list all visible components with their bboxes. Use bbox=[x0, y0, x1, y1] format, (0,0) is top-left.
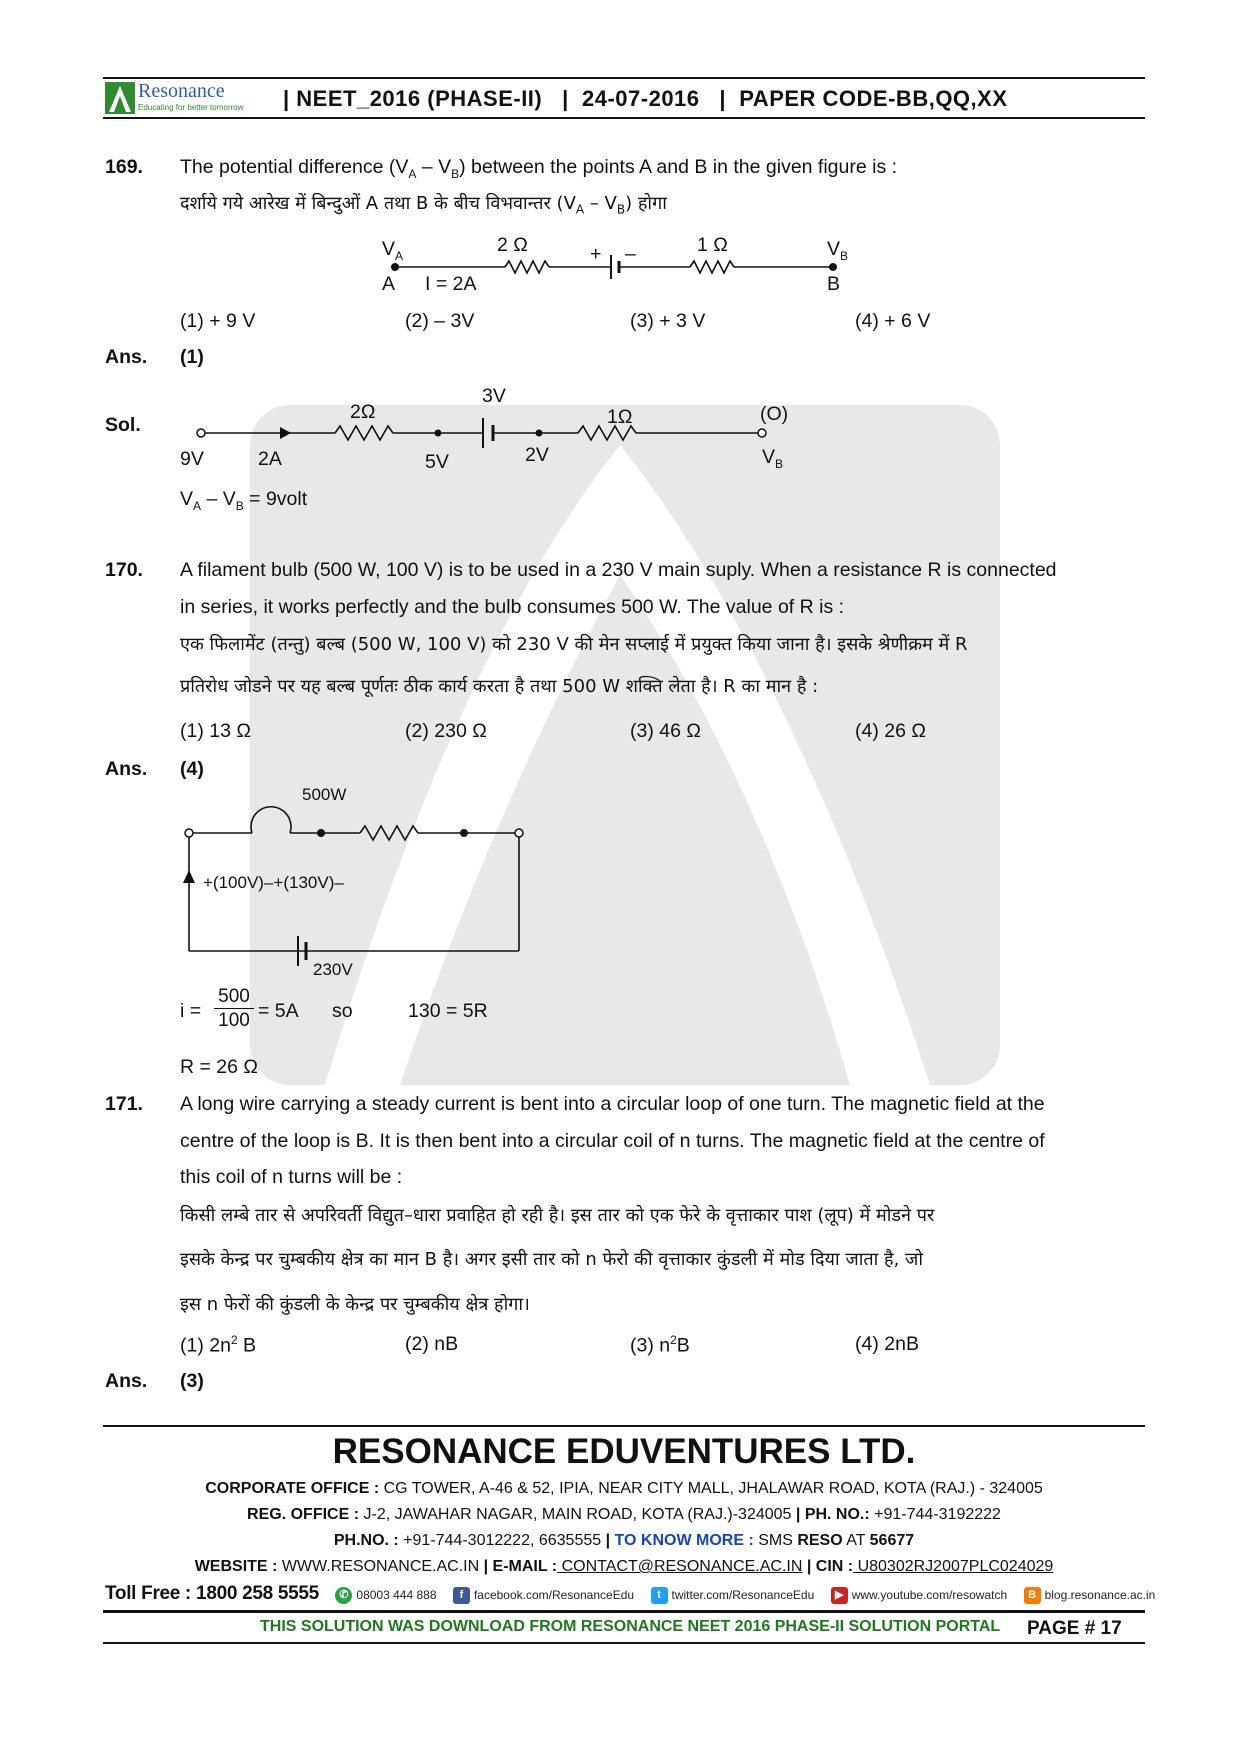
sol-2a: 2A bbox=[258, 448, 282, 470]
bulb-label: 500W bbox=[302, 785, 347, 804]
question-text-hi-3: इस n फेरों की कुंडली के केन्द्र पर चुम्बकीय क्षेत्र होगा। bbox=[180, 1294, 530, 1315]
ans-label: Ans. bbox=[105, 1370, 148, 1392]
option-3: (3) $n^2B$ bbox=[630, 1333, 690, 1357]
logo-text: Resonance bbox=[138, 80, 225, 102]
voltage-drops: +(100V)–+(130V)– bbox=[203, 873, 344, 892]
phone-line: PH.NO. : +91-744-3012222, 6635555 | TO KNOW MORE : SMS RESO AT 56677 bbox=[333, 1532, 915, 1549]
question-text-hi-1: किसी लम्बे तार से अपरिवर्ती विद्युत–धारा प्रवाहित हो रही है। इस तार को एक फेरे के वृत्ताकार पाश (लूप) में मोडने पर bbox=[180, 1205, 935, 1226]
fig-vb: $V_B$ bbox=[827, 238, 849, 263]
website-line: WEBSITE : WWW.RESONANCE.AC.IN | E-MAIL : CONTACT@RESONANCE.AC.IN | CIN : U80302RJ2007PLC024029 bbox=[194, 1558, 1054, 1575]
contact-strip bbox=[105, 1583, 1156, 1607]
sol-9v: 9V bbox=[180, 448, 204, 470]
twitter-link[interactable]: t twitter.com/ResonanceEdu bbox=[651, 1588, 815, 1602]
sol-label: Sol. bbox=[105, 414, 141, 436]
calc-fraction: 500 100 bbox=[214, 985, 254, 1032]
question-text-en-1: A filament bulb (500 W, 100 V) is to be used in a 230 V main suply. When a resistance R is connected bbox=[180, 559, 1057, 581]
blog-link[interactable]: B blog.resonance.ac.in bbox=[1024, 1588, 1156, 1602]
toll-free: Toll Free : 1800 258 5555 bbox=[105, 1583, 319, 1604]
header-bottom-rule bbox=[103, 117, 1145, 119]
calc-so: so bbox=[332, 1000, 353, 1022]
option-4: (4) 2nB bbox=[855, 1333, 919, 1355]
answer: (3) bbox=[180, 1370, 204, 1392]
facebook-icon: f bbox=[453, 1587, 470, 1604]
reg-office: REG. OFFICE : J-2, JAWAHAR NAGAR, MAIN ROAD, KOTA (RAJ.)-324005 | PH. NO.: +91-744-3192222 bbox=[247, 1506, 1001, 1523]
ans-label: Ans. bbox=[105, 346, 148, 368]
sol-5v: 5V bbox=[425, 451, 449, 473]
blog-icon: B bbox=[1024, 1587, 1041, 1604]
source-label: 230V bbox=[313, 960, 353, 979]
option-2: (2) 230 Ω bbox=[405, 720, 487, 742]
twitter-icon: t bbox=[651, 1587, 668, 1604]
header-paper-code: PAPER CODE-BB,QQ,XX bbox=[739, 86, 1008, 111]
ans-label: Ans. bbox=[105, 758, 148, 780]
calc-r: 130 = 5R bbox=[408, 1000, 488, 1022]
question-text-en-3: this coil of n turns will be : bbox=[180, 1166, 403, 1188]
sol-r1: 1Ω bbox=[607, 406, 633, 428]
answer: (1) bbox=[180, 346, 204, 368]
result: R = 26 Ω bbox=[180, 1056, 258, 1078]
question-text-hi-1: एक फिलामेंट (तन्तु) बल्ब (500 W, 100 V) को 230 V की मेन सप्लाई में प्रयुक्त किया जाना है। इसके श्रेणीक्रम में R bbox=[180, 634, 968, 655]
option-2: (2) – 3V bbox=[405, 310, 475, 332]
fig-va: $V_A$ bbox=[382, 238, 404, 263]
whatsapp-contact[interactable]: ✆ 08003 444 888 bbox=[335, 1588, 436, 1602]
youtube-icon: ▶ bbox=[831, 1587, 848, 1604]
sol-vb: $V_B$ bbox=[762, 446, 784, 471]
question-number: 169. bbox=[105, 156, 143, 178]
company-name: RESONANCE EDUVENTURES LTD. bbox=[332, 1432, 916, 1471]
sol-o: (O) bbox=[760, 403, 789, 425]
question-text-hi: दर्शाये गये आरेख में बिन्दुओं A तथा B के बीच विभवान्तर $(V_A - V_B)$ होगा bbox=[180, 193, 667, 217]
sol-3v: 3V bbox=[482, 385, 506, 407]
download-note: THIS SOLUTION WAS DOWNLOAD FROM RESONANCE NEET 2016 PHASE-II SOLUTION PORTAL bbox=[260, 1618, 1001, 1635]
option-2: (2) nB bbox=[405, 1333, 459, 1355]
header-title: | NEET_2016 (PHASE-II) | 24-07-2016 | PAPER CODE-BB,QQ,XX bbox=[283, 86, 1008, 111]
answer: (4) bbox=[180, 758, 204, 780]
calc-eq: = 5A bbox=[258, 1000, 299, 1022]
sol-2v: 2V bbox=[525, 444, 549, 466]
solution-result: $V_A - V_B$ = 9volt bbox=[180, 488, 308, 513]
question-text-en: The potential difference $(V_A - V_B)$ between the points A and B in the given figure is : bbox=[180, 156, 898, 181]
fig-r1: 2 Ω bbox=[497, 234, 528, 256]
logo-tagline: Educating for better tomorrow bbox=[138, 103, 244, 112]
youtube-link[interactable]: ▶ www.youtube.com/resowatch bbox=[831, 1588, 1007, 1602]
fig-current: I = 2A bbox=[425, 273, 477, 295]
option-3: (3) + 3 V bbox=[630, 310, 706, 332]
website-link[interactable]: WWW.RESONANCE.AC.IN bbox=[277, 1558, 480, 1575]
footer-bottom-rule bbox=[103, 1642, 1145, 1644]
question-text-en-2: in series, it works perfectly and the bulb consumes 500 W. The value of R is : bbox=[180, 596, 845, 618]
question-text-hi-2: इसके केन्द्र पर चुम्बकीय क्षेत्र का मान B है। अगर इसी तार को n फेरो की वृत्ताकार कुंडली में मोड दिया जाता है, जो bbox=[180, 1249, 924, 1270]
whatsapp-icon: ✆ bbox=[335, 1587, 352, 1604]
fig-minus: – bbox=[625, 243, 636, 265]
question-text-en-1: A long wire carrying a steady current is bent into a circular loop of one turn. The magnetic field at the bbox=[180, 1093, 1045, 1115]
header-exam: NEET_2016 (PHASE-II) bbox=[296, 86, 543, 111]
question-number: 171. bbox=[105, 1093, 143, 1115]
facebook-link[interactable]: f facebook.com/ResonanceEdu bbox=[453, 1588, 634, 1602]
option-3: (3) 46 Ω bbox=[630, 720, 701, 742]
resonance-logo bbox=[105, 82, 270, 116]
footer-mid-rule bbox=[103, 1610, 1145, 1613]
option-1: (1) $2n^2$ B bbox=[180, 1333, 257, 1357]
fig-r2: 1 Ω bbox=[697, 234, 728, 256]
logo-icon bbox=[105, 82, 135, 114]
resonance-watermark bbox=[250, 405, 1000, 1085]
question-text-en-2: centre of the loop is B. It is then bent into a circular coil of n turns. The magnetic field at the centre of bbox=[180, 1130, 1045, 1152]
option-1: (1) + 9 V bbox=[180, 310, 256, 332]
option-4: (4) 26 Ω bbox=[855, 720, 926, 742]
fig-a: A bbox=[382, 273, 396, 295]
email-link[interactable]: CONTACT@RESONANCE.AC.IN bbox=[557, 1558, 803, 1575]
question-number: 170. bbox=[105, 559, 143, 581]
fig-plus: + bbox=[590, 243, 602, 265]
fig-b: B bbox=[827, 273, 841, 295]
page-number: PAGE # 17 bbox=[1027, 1618, 1122, 1639]
header-top-rule bbox=[103, 77, 1145, 79]
sol-r2: 2Ω bbox=[350, 401, 376, 423]
header-date: 24-07-2016 bbox=[581, 86, 700, 111]
footer-top-rule bbox=[103, 1425, 1145, 1427]
question-text-hi-2: प्रतिरोध जोडने पर यह बल्ब पूर्णतः ठीक कार्य करता है तथा 500 W शक्ति लेता है। R का मान है : bbox=[180, 676, 819, 697]
calc-i: i = bbox=[180, 1000, 202, 1022]
corporate-office: CORPORATE OFFICE : CG TOWER, A-46 & 52, IPIA, NEAR CITY MALL, JHALAWAR ROAD, KOTA (RAJ.) - 324005 bbox=[205, 1480, 1043, 1497]
option-1: (1) 13 Ω bbox=[180, 720, 251, 742]
option-4: (4) + 6 V bbox=[855, 310, 931, 332]
